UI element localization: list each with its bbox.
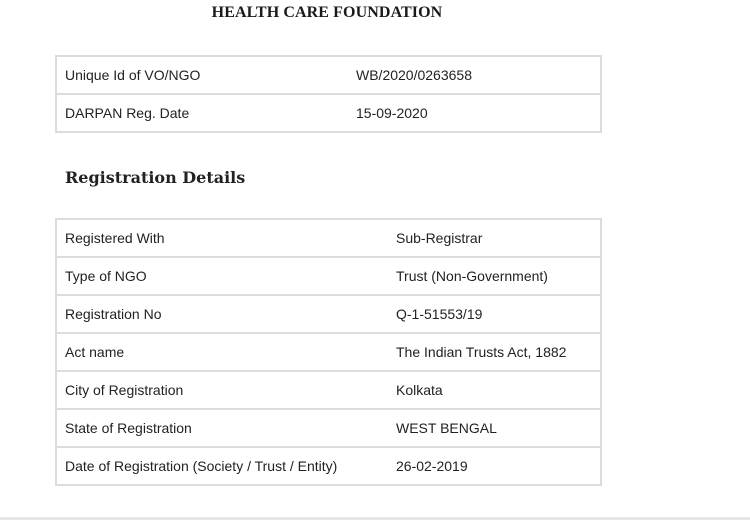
table-row [56, 94, 601, 132]
city-of-registration-value: Kolkata [388, 371, 601, 409]
table-row [56, 257, 601, 295]
table-row [56, 295, 601, 333]
darpan-reg-date-value: 15-09-2020 [348, 94, 601, 132]
registration-details-table [55, 218, 602, 486]
state-of-registration-label: State of Registration [56, 409, 388, 447]
table-row [56, 447, 601, 485]
act-name-value: The Indian Trusts Act, 1882 [388, 333, 601, 371]
ngo-type-label: Type of NGO [56, 257, 388, 295]
unique-id-label: Unique Id of VO/NGO [56, 56, 348, 94]
registered-with-label: Registered With [56, 219, 388, 257]
table-row [56, 56, 601, 94]
registered-with-value: Sub-Registrar [388, 219, 601, 257]
date-of-registration-value: 26-02-2019 [388, 447, 601, 485]
registration-no-value: Q-1-51553/19 [388, 295, 601, 333]
identifiers-table [55, 55, 602, 133]
ngo-type-value: Trust (Non-Government) [388, 257, 601, 295]
state-of-registration-value: WEST BENGAL [388, 409, 601, 447]
table-row [56, 371, 601, 409]
organization-title: HEALTH CARE FOUNDATION [211, 4, 443, 21]
unique-id-value: WB/2020/0263658 [348, 56, 601, 94]
table-row [56, 219, 601, 257]
act-name-label: Act name [56, 333, 388, 371]
darpan-reg-date-label: DARPAN Reg. Date [56, 94, 348, 132]
date-of-registration-label: Date of Registration (Society / Trust / Entity) [56, 447, 388, 485]
table-row [56, 333, 601, 371]
table-row [56, 409, 601, 447]
registration-details-heading: Registration Details [65, 168, 246, 187]
registration-no-label: Registration No [56, 295, 388, 333]
city-of-registration-label: City of Registration [56, 371, 388, 409]
